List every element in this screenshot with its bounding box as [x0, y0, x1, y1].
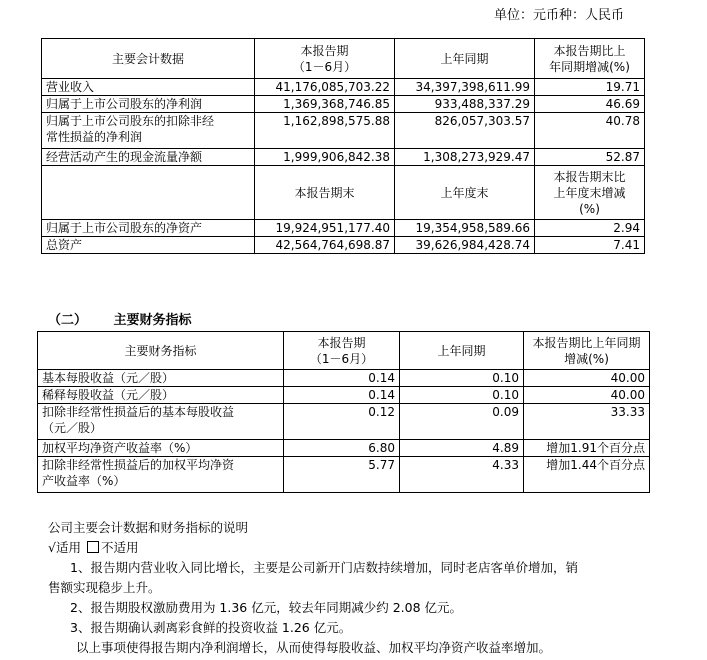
row-change: 增加1.91个百分点 [524, 440, 650, 457]
note-line: 售额实现稳步上升。 [48, 580, 161, 595]
row-current: 0.12 [284, 404, 400, 440]
row-label: 总资产 [42, 237, 255, 254]
table-row [38, 387, 650, 404]
row-prior: 34,397,398,611.99 [395, 79, 535, 96]
row-change: 40.00 [524, 387, 650, 404]
row-current: 6.80 [284, 440, 400, 457]
row-prior: 1,308,273,929.47 [395, 149, 535, 166]
row-current: 42,564,764,698.87 [255, 237, 395, 254]
row-prior: 19,354,958,589.66 [395, 220, 535, 237]
table-row [42, 96, 645, 113]
row-change: 40.00 [524, 370, 650, 387]
row-prior: 0.10 [400, 387, 524, 404]
note-line: 3、报告期确认剥离彩食鲜的投资收益 1.26 亿元。 [70, 620, 352, 635]
row-label: 归属于上市公司股东的净资产 [42, 220, 255, 237]
row-current: 0.14 [284, 370, 400, 387]
header-indicator: 主要会计数据 [42, 39, 255, 79]
row-label: 加权平均净资产收益率（%） [38, 440, 284, 457]
row-current: 19,924,951,177.40 [255, 220, 395, 237]
header-prior-period: 上年同期 [395, 39, 535, 79]
table-row [38, 440, 650, 457]
row-current: 41,176,085,703.22 [255, 79, 395, 96]
table-row [42, 79, 645, 96]
table-row [38, 370, 650, 387]
subheader-prior-year-end: 上年度末 [395, 166, 535, 220]
note-line: 2、报告期股权激励费用为 1.36 亿元，较去年同期减少约 2.08 亿元。 [70, 600, 463, 615]
row-current: 5.77 [284, 457, 400, 493]
row-prior: 0.10 [400, 370, 524, 387]
table-row [42, 237, 645, 254]
section-title [48, 309, 192, 328]
subheader-period-end: 本报告期末 [255, 166, 395, 220]
row-change: 7.41 [535, 237, 645, 254]
row-change: 2.94 [535, 220, 645, 237]
header-indicator: 主要财务指标 [38, 332, 284, 370]
header-change: 本报告期比上 年同期增减(%) [535, 39, 645, 79]
row-change: 40.78 [535, 113, 645, 149]
row-current: 0.14 [284, 387, 400, 404]
notes-heading: 公司主要会计数据和财务指标的说明 [48, 520, 249, 535]
table-header-row [42, 39, 645, 79]
section-heading: 主要财务指标 [113, 313, 192, 328]
header-current-period: 本报告期 （1－6月） [284, 332, 400, 370]
row-label: 归属于上市公司股东的扣除非经 常性损益的净利润 [42, 113, 255, 149]
row-prior: 0.09 [400, 404, 524, 440]
row-label: 稀释每股收益（元／股） [38, 387, 284, 404]
section-number: （二） [48, 313, 88, 328]
row-change: 33.33 [524, 404, 650, 440]
table-row [38, 457, 650, 493]
row-current: 1,369,368,746.85 [255, 96, 395, 113]
row-label: 扣除非经常性损益后的加权平均净资 产收益率（%） [38, 457, 284, 493]
notes-section [48, 518, 688, 658]
empty-checkbox-icon [87, 541, 99, 553]
note-line: 1、报告期内营业收入同比增长，主要是公司新开门店数持续增加，同时老店客单价增加，销 [70, 560, 578, 575]
row-prior: 933,488,337.29 [395, 96, 535, 113]
row-prior: 39,626,984,428.74 [395, 237, 535, 254]
header-change: 本报告期比上年同期 增减(%) [524, 332, 650, 370]
table-row [38, 404, 650, 440]
row-prior: 4.89 [400, 440, 524, 457]
row-label: 营业收入 [42, 79, 255, 96]
table-row [42, 220, 645, 237]
row-prior: 4.33 [400, 457, 524, 493]
row-prior: 826,057,303.57 [395, 113, 535, 149]
accounting-data-table [41, 38, 645, 254]
financial-indicators-table [37, 331, 650, 493]
subheader-change: 本报告期末比 上年度末增减 (%) [535, 166, 645, 220]
header-current-period: 本报告期 （1－6月） [255, 39, 395, 79]
row-change: 46.69 [535, 96, 645, 113]
header-prior-period: 上年同期 [400, 332, 524, 370]
note-line: 以上事项使得报告期内净利润增长，从而使得每股收益、加权平均净资产收益率增加。 [76, 640, 552, 655]
subheader-empty [42, 166, 255, 220]
row-change: 增加1.44个百分点 [524, 457, 650, 493]
row-label: 基本每股收益（元／股） [38, 370, 284, 387]
currency-unit-label: 单位：元币种：人民币 [494, 8, 625, 23]
row-current: 1,999,906,842.38 [255, 149, 395, 166]
row-change: 19.71 [535, 79, 645, 96]
table-row [42, 113, 645, 149]
applicable-label: 适用 [55, 540, 81, 555]
row-label: 经营活动产生的现金流量净额 [42, 149, 255, 166]
check-mark-icon: √ [48, 540, 56, 555]
table-subheader-row [42, 166, 645, 220]
row-current: 1,162,898,575.88 [255, 113, 395, 149]
not-applicable-label: 不适用 [100, 540, 139, 555]
row-label: 扣除非经常性损益后的基本每股收益 （元／股） [38, 404, 284, 440]
table-header-row [38, 332, 650, 370]
row-change: 52.87 [535, 149, 645, 166]
applicability-line [48, 538, 688, 558]
table-row [42, 149, 645, 166]
row-label: 归属于上市公司股东的净利润 [42, 96, 255, 113]
